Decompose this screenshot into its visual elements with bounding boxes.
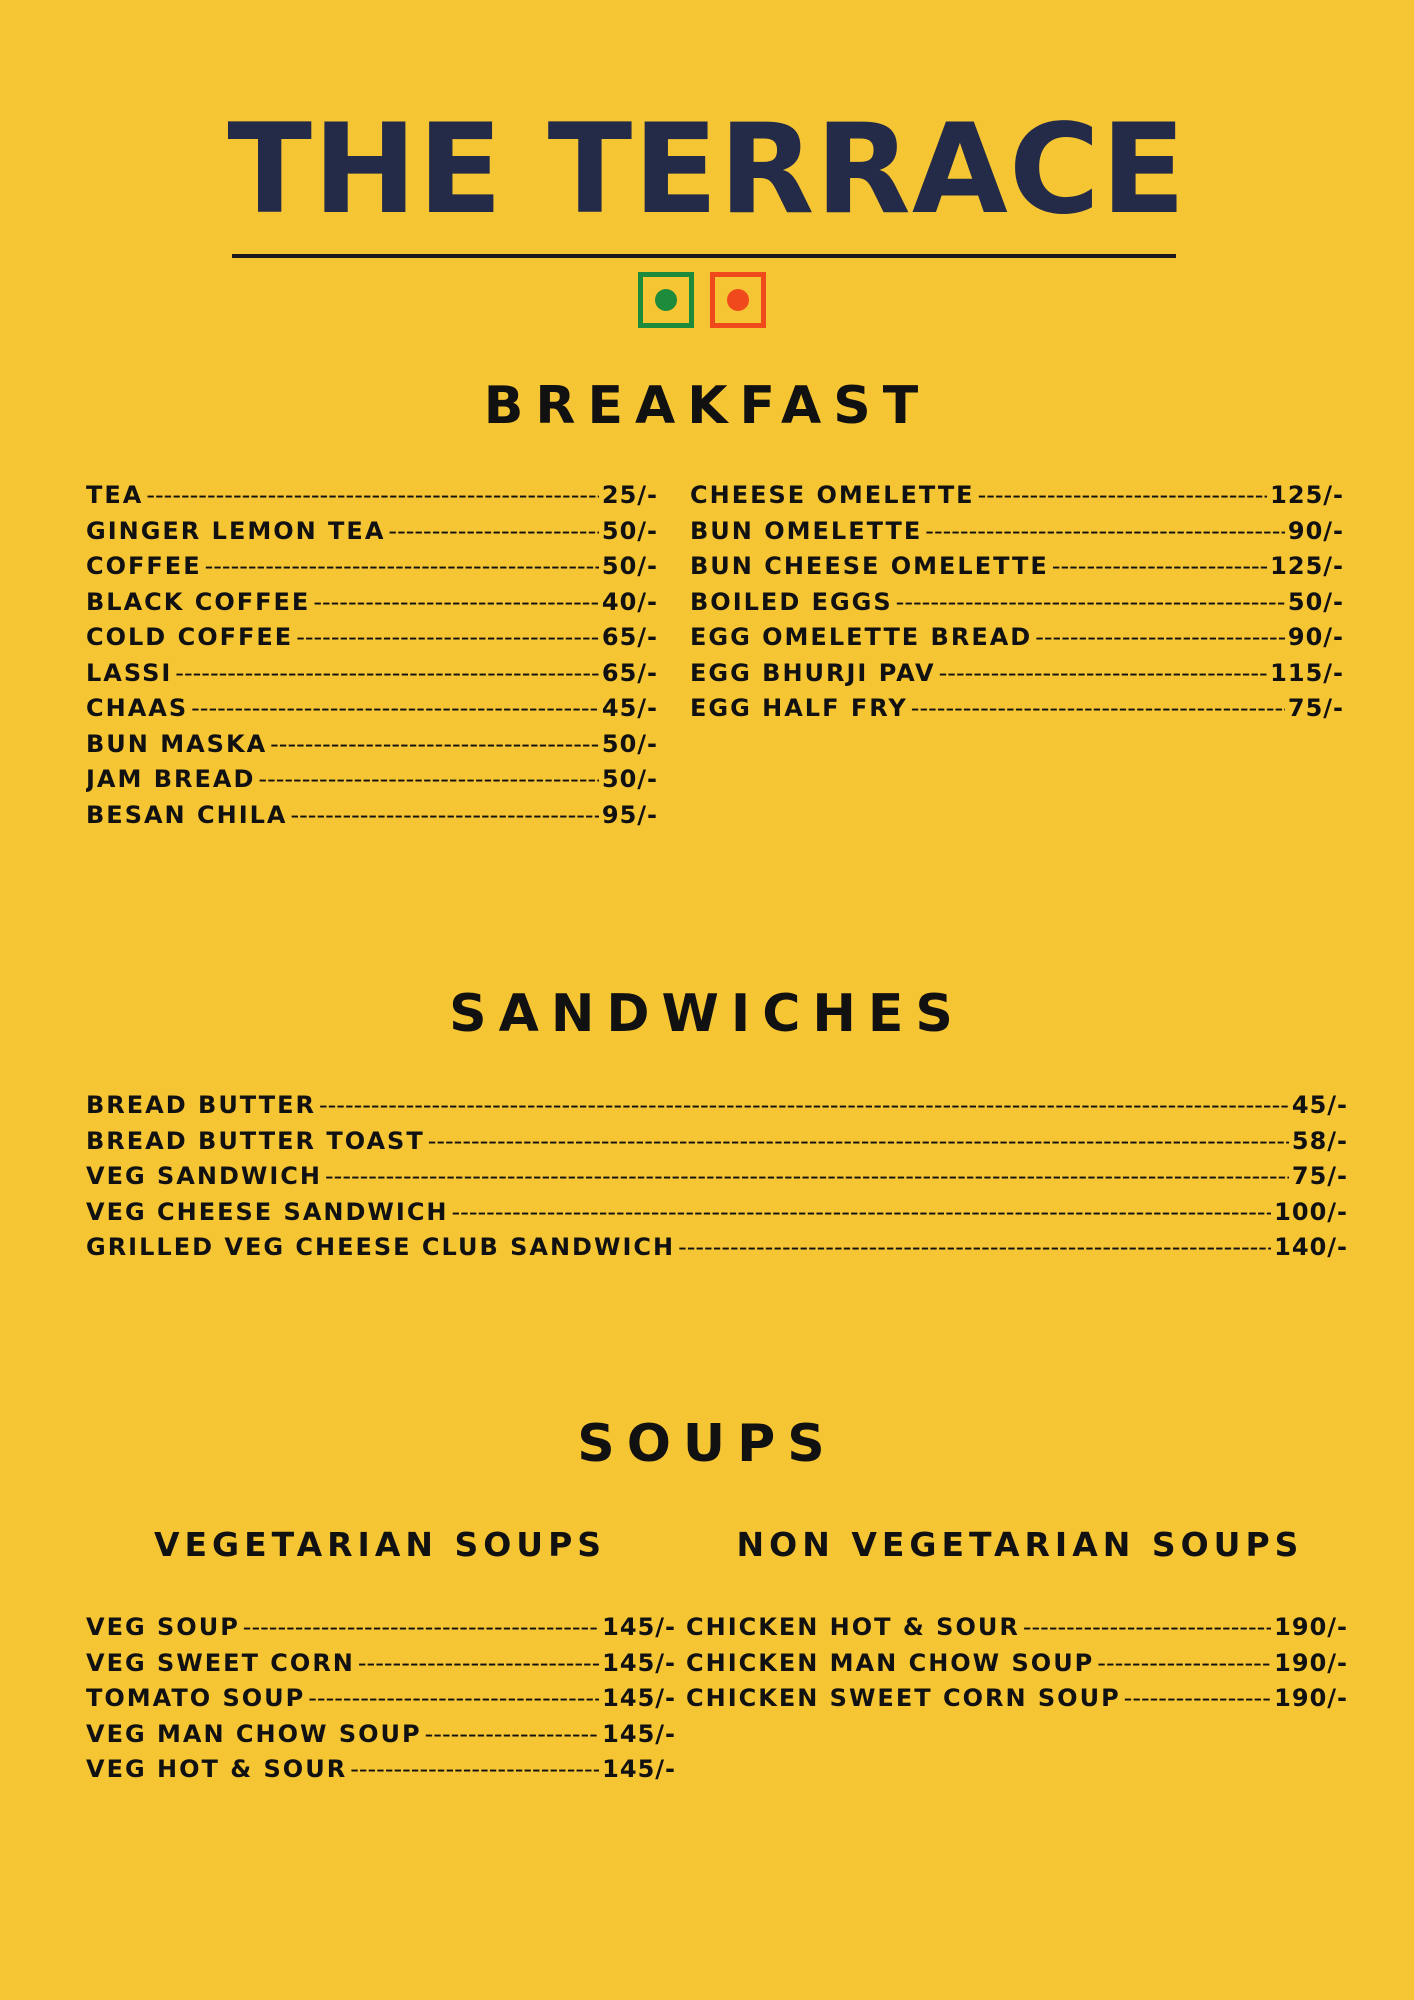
menu-item — [690, 549, 1344, 585]
menu-item-price: 25/- — [601, 481, 658, 509]
dotted-leader — [1035, 620, 1285, 656]
menu-item-name: JAM BREAD — [86, 765, 256, 793]
menu-item — [86, 1124, 1348, 1160]
dotted-leader — [1052, 549, 1267, 585]
menu-item — [86, 478, 658, 514]
dotted-leader — [290, 798, 598, 834]
dotted-leader — [308, 1681, 599, 1717]
menu-item — [690, 620, 1344, 656]
menu-item-price: 190/- — [1274, 1648, 1348, 1677]
menu-item — [86, 585, 658, 621]
dotted-leader — [428, 1124, 1289, 1160]
menu-item-name: VEG SANDWICH — [86, 1162, 322, 1190]
menu-item-price: 65/- — [601, 658, 658, 687]
nonveg-soups-list — [686, 1610, 1348, 1717]
menu-item-name: TEA — [86, 481, 144, 509]
dotted-leader — [896, 585, 1285, 621]
dotted-leader — [325, 1159, 1289, 1195]
menu-item-price: 58/- — [1291, 1126, 1348, 1155]
menu-item — [690, 691, 1344, 727]
menu-item-name: LASSI — [86, 658, 173, 687]
menu-item-price: 145/- — [602, 1719, 676, 1748]
dotted-leader — [1023, 1610, 1271, 1646]
dotted-leader — [358, 1646, 599, 1682]
veg-soups-list — [86, 1610, 676, 1788]
dotted-leader — [146, 478, 599, 514]
menu-item-name: BREAD BUTTER — [86, 1091, 316, 1119]
menu-item-name: BESAN CHILA — [86, 800, 288, 829]
dotted-leader — [350, 1752, 599, 1788]
nonveg-soups-heading: NON VEGETARIAN SOUPS — [736, 1525, 1304, 1564]
menu-item-price: 50/- — [601, 729, 658, 758]
menu-item-name: BUN MASKA — [86, 729, 268, 758]
menu-item-name: EGG BHURJI PAV — [690, 658, 936, 687]
dotted-leader — [243, 1610, 599, 1646]
menu-item-price: 145/- — [602, 1613, 676, 1641]
menu-item-price: 145/- — [602, 1648, 676, 1677]
menu-item — [86, 1717, 676, 1753]
dotted-leader — [911, 691, 1285, 727]
menu-item — [86, 1681, 676, 1717]
menu-item — [86, 549, 658, 585]
menu-item-price: 65/- — [601, 623, 658, 651]
sandwiches-heading: SANDWICHES — [449, 984, 965, 1044]
breakfast-right-list — [690, 478, 1344, 727]
breakfast-heading: BREAKFAST — [483, 376, 931, 436]
menu-item — [86, 514, 658, 550]
menu-item-name: VEG SOUP — [86, 1613, 240, 1641]
menu-item — [86, 1195, 1348, 1231]
menu-item-price: 145/- — [602, 1684, 676, 1712]
menu-item-price: 140/- — [1274, 1233, 1348, 1261]
menu-item — [690, 656, 1344, 692]
dotted-leader — [258, 762, 598, 798]
menu-item — [686, 1646, 1348, 1682]
menu-item-name: CHICKEN MAN CHOW SOUP — [686, 1648, 1095, 1677]
non-veg-mark-icon — [710, 272, 766, 328]
menu-item-price: 190/- — [1274, 1613, 1348, 1641]
menu-item-name: VEG MAN CHOW SOUP — [86, 1719, 422, 1748]
menu-item — [86, 727, 658, 763]
dotted-leader — [175, 656, 599, 692]
menu-item-price: 75/- — [1287, 694, 1344, 722]
menu-item-name: COFFEE — [86, 552, 202, 580]
menu-item-name: GRILLED VEG CHEESE CLUB SANDWICH — [86, 1233, 676, 1261]
menu-item-name: TOMATO SOUP — [86, 1684, 306, 1712]
menu-item — [86, 762, 658, 798]
menu-item-name: VEG CHEESE SANDWICH — [86, 1197, 449, 1226]
soups-heading: SOUPS — [577, 1414, 837, 1474]
menu-item — [690, 478, 1344, 514]
dotted-leader — [270, 727, 599, 763]
menu-item-name: EGG HALF FRY — [690, 694, 908, 722]
menu-item-name: CHEESE OMELETTE — [690, 481, 975, 509]
menu-item — [86, 1088, 1348, 1124]
menu-item — [86, 1752, 676, 1788]
menu-item-name: EGG OMELETTE BREAD — [690, 623, 1033, 651]
menu-item-price: 75/- — [1291, 1162, 1348, 1190]
veg-soups-heading: VEGETARIAN SOUPS — [153, 1525, 607, 1564]
menu-item-price: 125/- — [1270, 481, 1344, 509]
menu-item-price: 50/- — [1287, 587, 1344, 616]
dotted-leader — [425, 1717, 600, 1753]
menu-item-name: BUN CHEESE OMELETTE — [690, 552, 1049, 580]
dotted-leader — [978, 478, 1268, 514]
menu-item-price: 100/- — [1274, 1197, 1348, 1226]
menu-item-name: BLACK COFFEE — [86, 587, 311, 616]
menu-item-price: 95/- — [601, 800, 658, 829]
menu-item-name: BUN OMELETTE — [690, 516, 923, 545]
dotted-leader — [191, 691, 599, 727]
menu-item-price: 50/- — [601, 552, 658, 580]
menu-item — [86, 1159, 1348, 1195]
dotted-leader — [925, 514, 1285, 550]
veg-mark-icon — [638, 272, 694, 328]
menu-item — [690, 514, 1344, 550]
dotted-leader — [939, 656, 1268, 692]
menu-item-name: VEG HOT & SOUR — [86, 1755, 348, 1783]
menu-item-price: 50/- — [601, 765, 658, 793]
menu-item-price: 45/- — [1291, 1091, 1348, 1119]
menu-item-price: 145/- — [602, 1755, 676, 1783]
menu-item-price: 90/- — [1287, 623, 1344, 651]
dotted-leader — [452, 1195, 1272, 1231]
sandwiches-list — [86, 1088, 1348, 1266]
dotted-leader — [388, 514, 598, 550]
menu-item — [86, 656, 658, 692]
menu-item — [686, 1681, 1348, 1717]
dotted-leader — [678, 1230, 1271, 1266]
menu-item-price: 125/- — [1270, 552, 1344, 580]
dotted-leader — [296, 620, 599, 656]
menu-item — [86, 1230, 1348, 1266]
menu-item-price: 115/- — [1270, 658, 1344, 687]
menu-item — [86, 620, 658, 656]
menu-item — [86, 798, 658, 834]
menu-item-price: 190/- — [1274, 1684, 1348, 1712]
dotted-leader — [1097, 1646, 1271, 1682]
menu-title: THE TERRACE — [227, 98, 1187, 242]
dotted-leader — [313, 585, 599, 621]
dotted-leader — [205, 549, 599, 585]
menu-item-price: 50/- — [601, 516, 658, 545]
menu-item — [690, 585, 1344, 621]
menu-item — [86, 1610, 676, 1646]
menu-item-name: COLD COFFEE — [86, 623, 294, 651]
breakfast-left-list — [86, 478, 658, 833]
title-underline — [232, 254, 1176, 258]
menu-item-name: CHICKEN SWEET CORN SOUP — [686, 1684, 1121, 1712]
menu-item-name: BREAD BUTTER TOAST — [86, 1126, 425, 1155]
menu-item-name: BOILED EGGS — [690, 587, 893, 616]
menu-item — [86, 691, 658, 727]
dotted-leader — [319, 1088, 1289, 1124]
menu-item-price: 90/- — [1287, 516, 1344, 545]
menu-item-price: 45/- — [601, 694, 658, 722]
menu-item-name: GINGER LEMON TEA — [86, 516, 386, 545]
menu-item-name: CHAAS — [86, 694, 189, 722]
menu-item-name: VEG SWEET CORN — [86, 1648, 355, 1677]
menu-item — [86, 1646, 676, 1682]
menu-item — [686, 1610, 1348, 1646]
menu-item-price: 40/- — [601, 587, 658, 616]
dotted-leader — [1124, 1681, 1272, 1717]
menu-item-name: CHICKEN HOT & SOUR — [686, 1613, 1020, 1641]
